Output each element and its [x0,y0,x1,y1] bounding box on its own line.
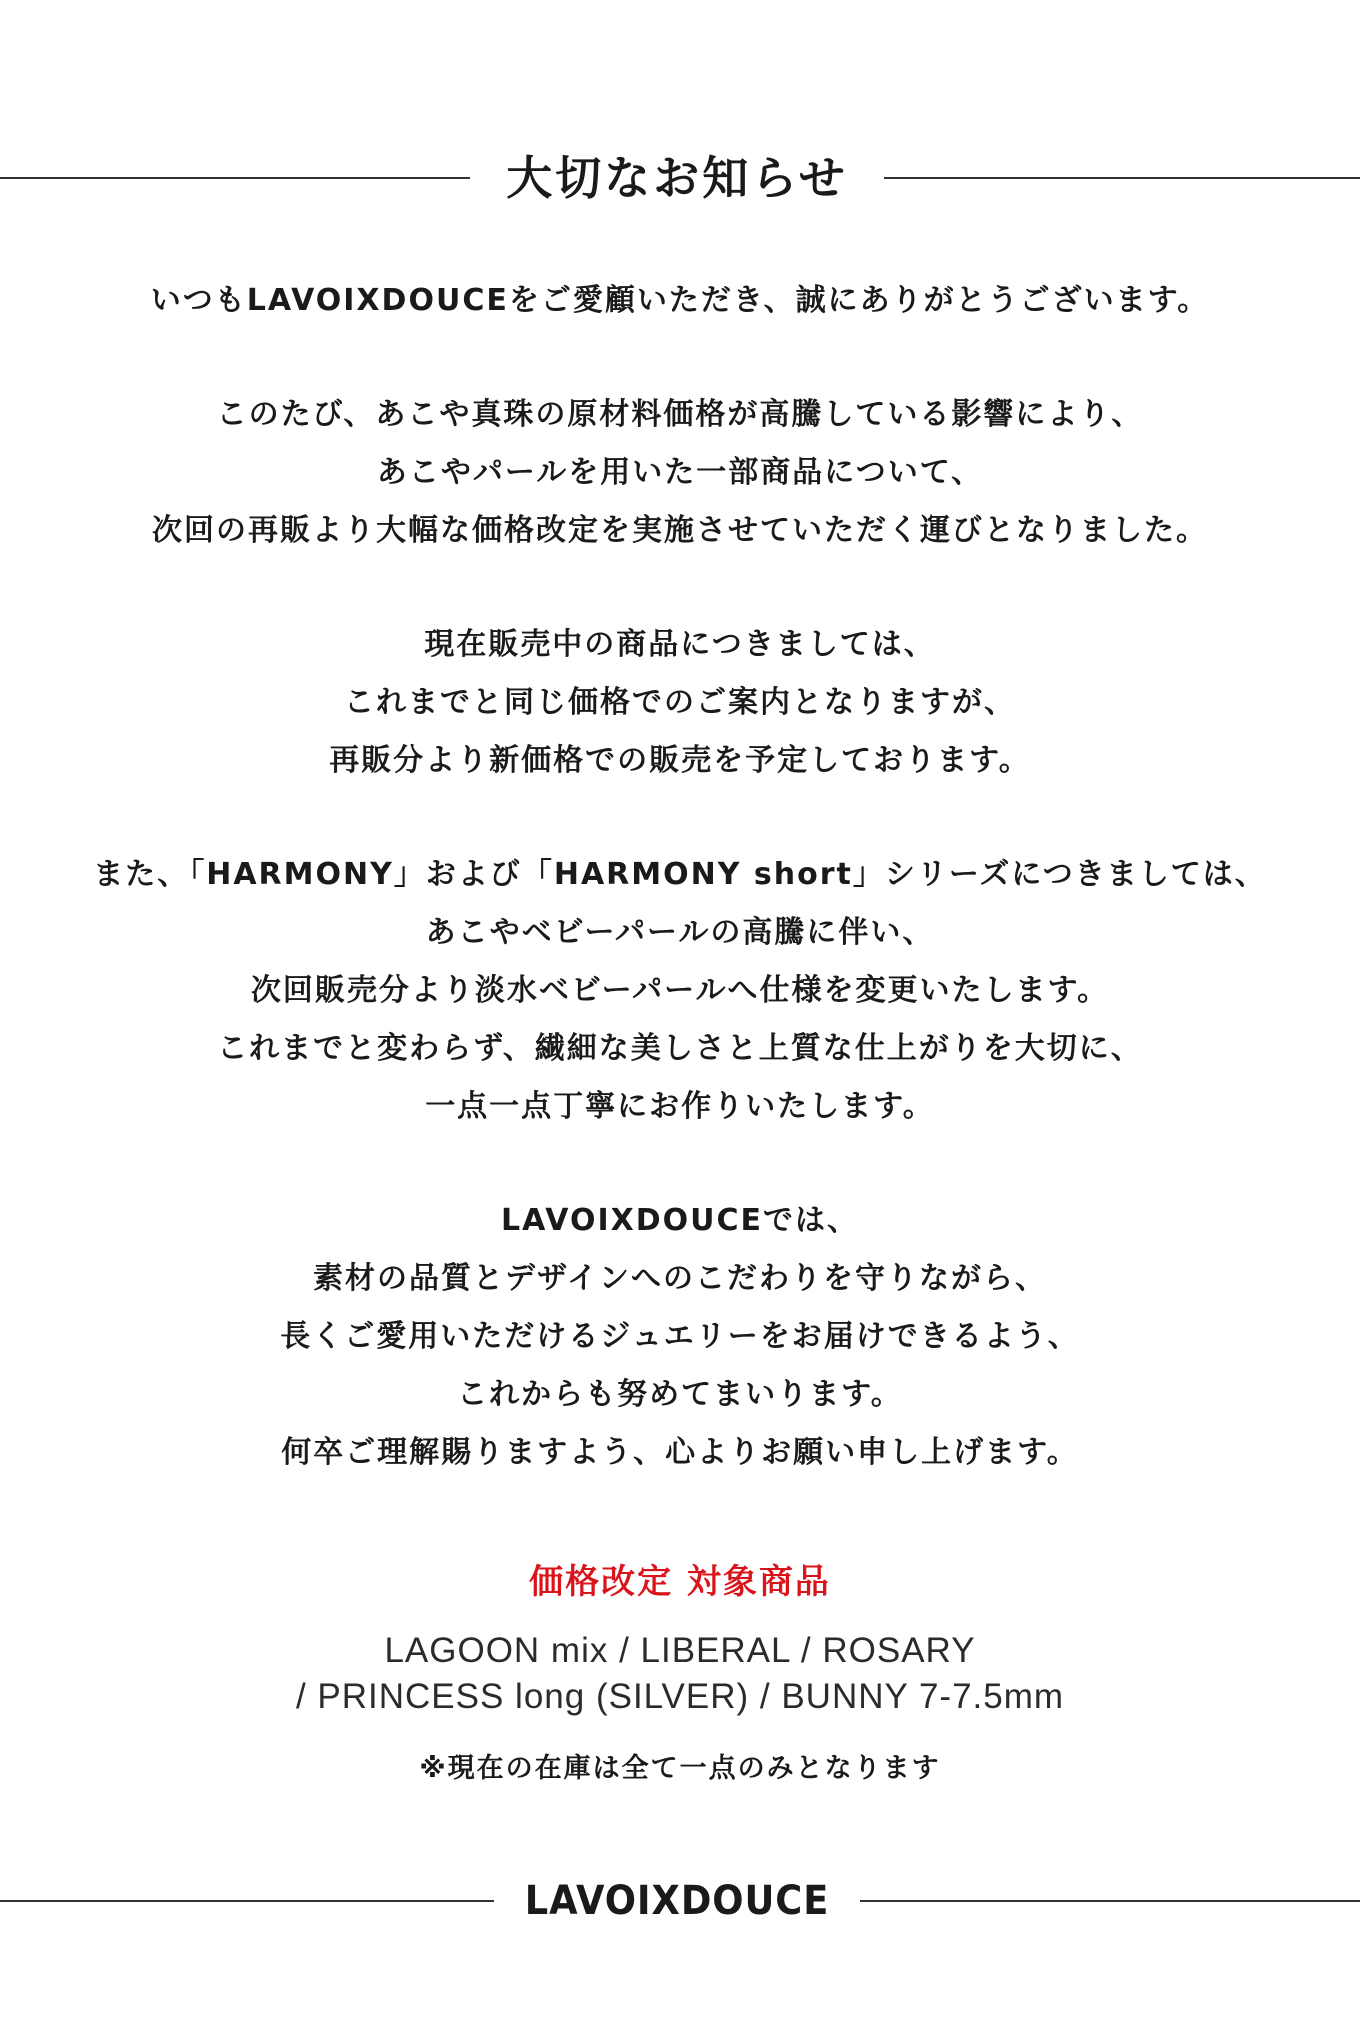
body-line: また、「HARMONY」および「HARMONY short」シリーズにつきましては、 [93,857,1267,892]
paragraph-price-revision [40,386,1320,560]
product-line: / PRINCESS long (SILVER) / BUNNY 7-7.5mm [295,1677,1065,1716]
body-line: これからも努めてまいります。 [457,1377,903,1412]
footer [0,1866,1360,1936]
footer-divider-left [0,1900,494,1902]
paragraph-closing [40,1192,1320,1482]
paragraph-greeting [40,272,1320,330]
footer-divider-right [860,1900,1360,1902]
body-line: あこやパールを用いた一部商品について、 [376,455,984,490]
target-products-list [40,1628,1320,1720]
paragraph-harmony-series [40,846,1320,1136]
page-title: 大切なお知らせ [506,151,848,205]
body-line: 次回の再販より大幅な価格改定を実施させていただく運びとなりました。 [152,513,1208,548]
body-line: いつもLAVOIXDOUCEをご愛顧いただき、誠にありがとうございます。 [150,283,1210,318]
body-line: 何卒ご理解賜りますよう、心よりお願い申し上げます。 [281,1435,1079,1470]
body-line: 素材の品質とデザインへのこだわりを守りながら、 [313,1261,1047,1296]
body-line: 再販分より新価格での販売を予定しております。 [329,743,1031,778]
header-divider-right [884,177,1360,179]
notice-body [40,272,1320,1538]
stock-note: ※現在の在庫は全て一点のみとなります [419,1753,941,1784]
notice-header [0,140,1360,216]
body-line: 現在販売中の商品につきましては、 [424,627,936,662]
header-divider-left [0,177,470,179]
target-products-heading: 価格改定 対象商品 [529,1562,831,1602]
body-line: 次回販売分より淡水ベビーパールへ仕様を変更いたします。 [250,973,1110,1008]
body-line: このたび、あこや真珠の原材料価格が高騰している影響により、 [216,397,1144,432]
product-line: LAGOON mix / LIBERAL / ROSARY [384,1631,976,1670]
body-line: これまでと同じ価格でのご案内となりますが、 [344,685,1016,720]
body-line: LAVOIXDOUCEでは、 [500,1203,860,1238]
body-line: あこやベビーパールの高騰に伴い、 [425,915,935,950]
brand-logo: LAVOIXDOUCE [524,1878,830,1924]
target-products-section [40,1550,1320,1792]
body-line: 一点一点丁寧にお作りいたします。 [425,1089,935,1124]
body-line: 長くご愛用いただけるジュエリーをお届けできるよう、 [280,1319,1080,1354]
body-line: これまでと変わらず、繊細な美しさと上質な仕上がりを大切に、 [217,1031,1143,1066]
paragraph-current-stock [40,616,1320,790]
